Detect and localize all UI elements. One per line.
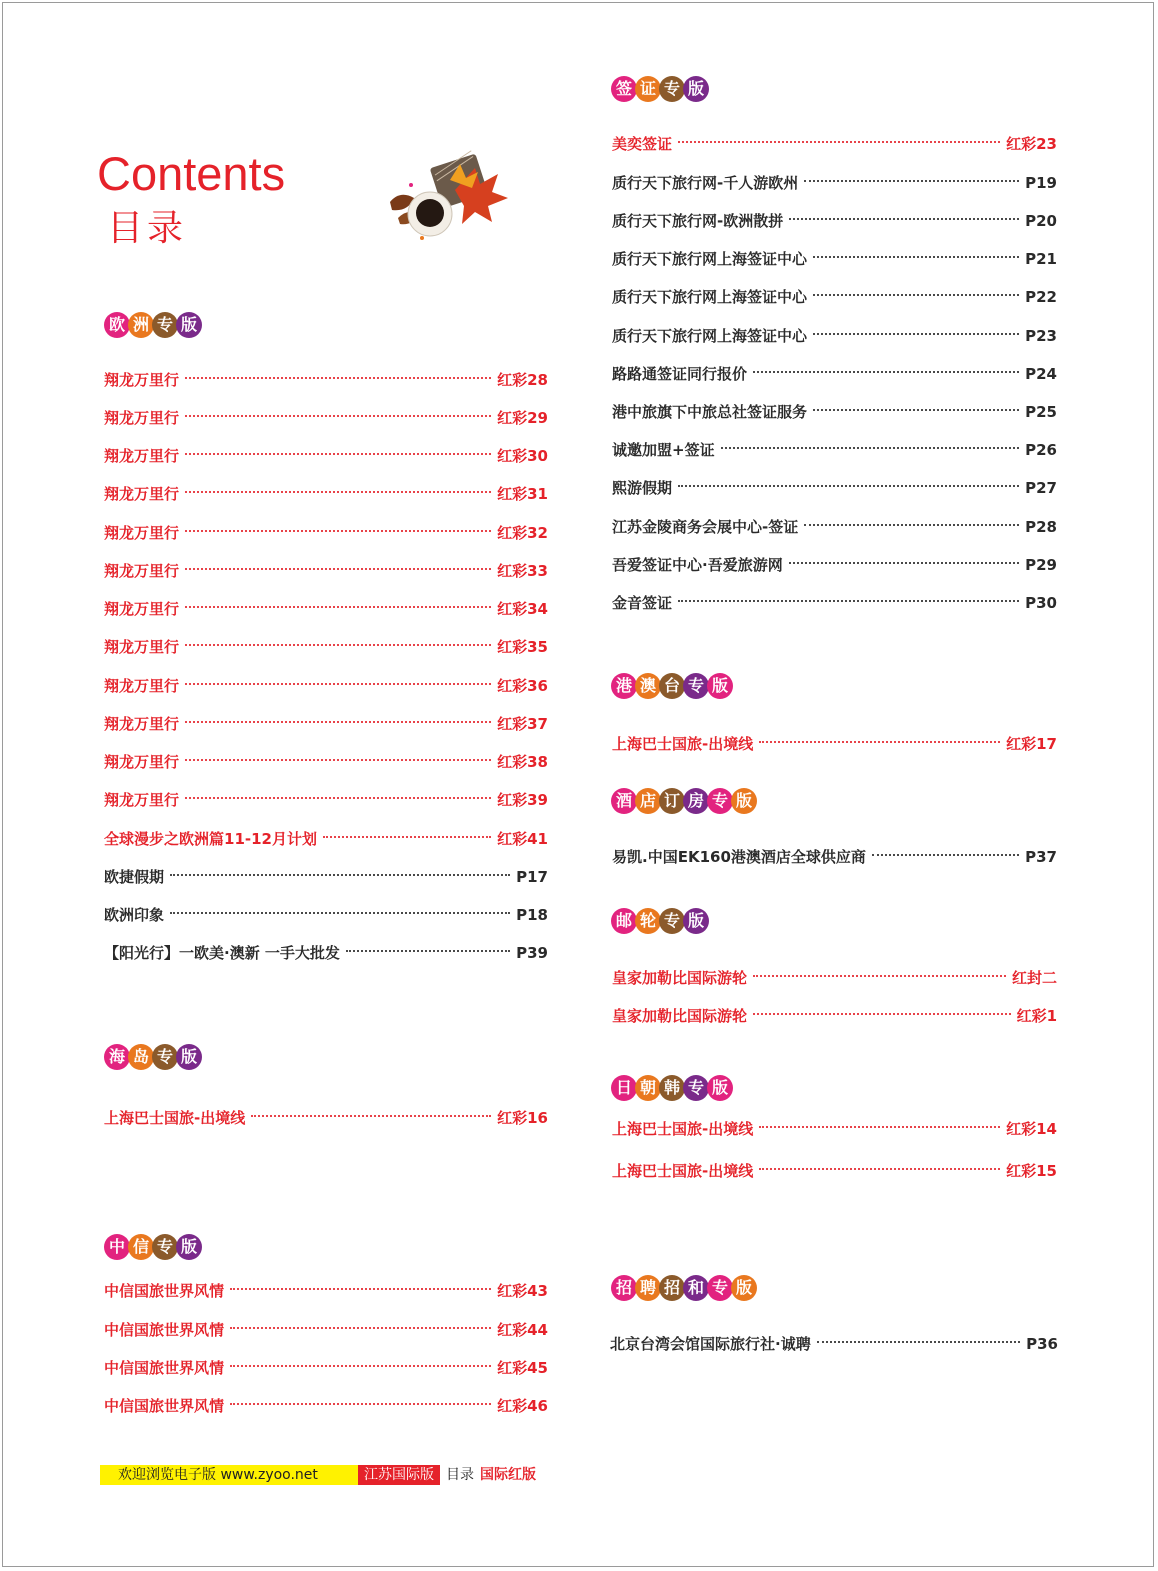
leader-dots: [813, 409, 1019, 411]
section-badge-char: 版: [176, 312, 202, 338]
toc-entry[interactable]: [104, 637, 548, 657]
section-badge-char: 和: [683, 1275, 709, 1301]
section-badge-char: 招: [611, 1275, 637, 1301]
leader-dots: [789, 562, 1019, 564]
section-badge-char: 日: [611, 1075, 637, 1101]
toc-entry-page: P37: [1025, 848, 1057, 866]
section-badge-char: 专: [707, 788, 733, 814]
section-header: [611, 1075, 731, 1101]
toc-entry[interactable]: [612, 555, 1057, 575]
section-badge-char: 韩: [659, 1075, 685, 1101]
toc-entry-title: 北京台湾会馆国际旅行社·诚聘: [610, 1335, 811, 1353]
toc-entry-page: 红彩14: [1006, 1120, 1057, 1138]
toc-entry-page: 红彩31: [497, 485, 548, 503]
toc-entry-page: P25: [1025, 403, 1057, 421]
toc-entry-title: 中信国旅世界风情: [104, 1359, 225, 1377]
toc-entry-title: 美奕签证: [612, 135, 673, 153]
toc-entry[interactable]: [612, 364, 1057, 384]
toc-entry-page: 红彩15: [1006, 1162, 1057, 1180]
section-badge-char: 欧: [104, 312, 130, 338]
section-badge-char: 版: [707, 1075, 733, 1101]
toc-entry-page: P22: [1025, 288, 1057, 306]
section-badge-char: 专: [659, 76, 685, 102]
toc-entry-title: 金音签证: [612, 594, 673, 612]
toc-entry[interactable]: [612, 173, 1057, 193]
section-badge-char: 专: [152, 1234, 178, 1260]
coffee-leaves-illustration: [380, 150, 515, 250]
leader-dots: [678, 485, 1019, 487]
toc-entry[interactable]: [612, 134, 1057, 154]
section-badge-char: 订: [659, 788, 685, 814]
section-badge-char: 专: [659, 908, 685, 934]
toc-entry-title: 吾爱签证中心·吾爱旅游网: [612, 556, 783, 574]
leader-dots: [185, 683, 491, 685]
leader-dots: [753, 975, 1006, 977]
toc-entry-page: 红封二: [1011, 969, 1057, 987]
toc-entry-title: 翔龙万里行: [104, 371, 180, 389]
section-badge-char: 版: [683, 76, 709, 102]
toc-entry[interactable]: [104, 867, 548, 887]
leader-dots: [251, 1115, 491, 1117]
toc-entry-page: 红彩38: [497, 753, 548, 771]
toc-entry-title: 欧洲印象: [104, 906, 165, 924]
leader-dots: [759, 741, 1000, 743]
leader-dots: [721, 447, 1020, 449]
toc-entry-page: P39: [516, 944, 548, 962]
toc-entry-page: P27: [1025, 479, 1057, 497]
section-badge-char: 岛: [128, 1044, 154, 1070]
section-badge-char: 版: [707, 673, 733, 699]
toc-entry[interactable]: [104, 523, 548, 543]
toc-entry-page: P18: [516, 906, 548, 924]
toc-entry-page: 红彩32: [497, 524, 548, 542]
leader-dots: [185, 797, 491, 799]
toc-entry-page: P24: [1025, 365, 1057, 383]
section-badge-char: 招: [659, 1275, 685, 1301]
toc-entry[interactable]: [612, 402, 1057, 422]
leader-dots: [185, 759, 491, 761]
toc-entry-title: 翔龙万里行: [104, 677, 180, 695]
toc-entry-title: 港中旅旗下中旅总社签证服务: [612, 403, 808, 421]
toc-entry[interactable]: [104, 484, 548, 504]
leader-dots: [813, 294, 1019, 296]
toc-entry-title: 路路通签证同行报价: [612, 365, 748, 383]
toc-entry-page: 红彩46: [497, 1397, 548, 1415]
toc-entry-page: P21: [1025, 250, 1057, 268]
footer-bar: [100, 1465, 536, 1485]
toc-entry-title: 上海巴士国旅-出境线: [612, 735, 754, 753]
leader-dots: [230, 1327, 491, 1329]
toc-entry-title: 翔龙万里行: [104, 409, 180, 427]
toc-entry[interactable]: [104, 1358, 548, 1378]
leader-dots: [185, 568, 491, 570]
toc-entry-title: 质行天下旅行网-欧洲散拼: [612, 212, 784, 230]
toc-entry-page: 红彩28: [497, 371, 548, 389]
section-badge-char: 中: [104, 1234, 130, 1260]
toc-entry-title: 皇家加勒比国际游轮: [612, 969, 748, 987]
toc-entry-title: 上海巴士国旅-出境线: [612, 1162, 754, 1180]
leader-dots: [678, 600, 1019, 602]
footer-promo: 欢迎浏览电子版 www.zyoo.net: [100, 1465, 358, 1485]
contents-title-cn: 目录: [107, 208, 188, 249]
toc-entry[interactable]: [104, 446, 548, 466]
toc-entry-title: 翔龙万里行: [104, 600, 180, 618]
leader-dots: [759, 1168, 1000, 1170]
toc-entry[interactable]: [104, 1108, 548, 1128]
toc-entry-title: 上海巴士国旅-出境线: [612, 1120, 754, 1138]
section-badge-char: 专: [152, 1044, 178, 1070]
toc-entry-title: 易凯.中国EK160港澳酒店全球供应商: [612, 848, 866, 866]
toc-entry-page: 红彩33: [497, 562, 548, 580]
section-badge-char: 专: [707, 1275, 733, 1301]
toc-entry[interactable]: [612, 249, 1057, 269]
section-badge-char: 店: [635, 788, 661, 814]
toc-entry-page: P30: [1025, 594, 1057, 612]
leader-dots: [185, 606, 491, 608]
toc-entry-title: 质行天下旅行网上海签证中心: [612, 327, 808, 345]
leader-dots: [813, 333, 1019, 335]
toc-entry-title: 翔龙万里行: [104, 791, 180, 809]
toc-entry-title: 质行天下旅行网上海签证中心: [612, 288, 808, 306]
toc-entry[interactable]: [612, 847, 1057, 867]
section-badge-char: 版: [176, 1234, 202, 1260]
toc-entry-page: P20: [1025, 212, 1057, 230]
toc-entry[interactable]: [104, 1320, 548, 1340]
footer-section: 目录: [446, 1467, 474, 1483]
section-badge-char: 邮: [611, 908, 637, 934]
toc-entry[interactable]: [104, 905, 548, 925]
toc-entry[interactable]: [612, 1006, 1057, 1026]
section-badge-char: 版: [731, 1275, 757, 1301]
footer-brand: 国际红版: [480, 1467, 536, 1483]
toc-entry[interactable]: [104, 790, 548, 810]
toc-entry-title: 翔龙万里行: [104, 753, 180, 771]
leader-dots: [230, 1288, 491, 1290]
leader-dots: [753, 1013, 1011, 1015]
section-badge-char: 专: [152, 312, 178, 338]
toc-entry-title: 皇家加勒比国际游轮: [612, 1007, 748, 1025]
toc-entry-title: 翔龙万里行: [104, 562, 180, 580]
section-header: [104, 1044, 200, 1070]
toc-entry-page: 红彩35: [497, 638, 548, 656]
toc-entry-title: 翔龙万里行: [104, 715, 180, 733]
footer-edition: 江苏国际版: [358, 1465, 440, 1485]
section-badge-char: 港: [611, 673, 637, 699]
section-badge-char: 海: [104, 1044, 130, 1070]
toc-entry-page: 红彩29: [497, 409, 548, 427]
toc-entry[interactable]: [610, 1334, 1058, 1354]
toc-entry-page: 红彩41: [497, 830, 548, 848]
toc-entry-page: P28: [1025, 518, 1057, 536]
leader-dots: [804, 524, 1019, 526]
toc-entry-title: 【阳光行】一欧美·澳新 一手大批发: [104, 944, 340, 962]
toc-entry-title: 上海巴士国旅-出境线: [104, 1109, 246, 1127]
toc-entry[interactable]: [104, 408, 548, 428]
toc-entry[interactable]: [612, 1161, 1057, 1181]
toc-entry[interactable]: [104, 943, 548, 963]
toc-entry[interactable]: [612, 1119, 1057, 1139]
toc-entry-page: 红彩1: [1016, 1007, 1057, 1025]
toc-entry-page: 红彩37: [497, 715, 548, 733]
toc-entry[interactable]: [104, 752, 548, 772]
toc-entry-title: 熙游假期: [612, 479, 673, 497]
section-badge-char: 朝: [635, 1075, 661, 1101]
section-badge-char: 聘: [635, 1275, 661, 1301]
toc-entry-page: 红彩44: [497, 1321, 548, 1339]
toc-entry-title: 诚邀加盟+签证: [612, 441, 715, 459]
section-badge-char: 洲: [128, 312, 154, 338]
section-badge-char: 酒: [611, 788, 637, 814]
leader-dots: [185, 530, 491, 532]
toc-entry-title: 翔龙万里行: [104, 447, 180, 465]
toc-entry-page: 红彩43: [497, 1282, 548, 1300]
section-badge-char: 签: [611, 76, 637, 102]
toc-entry-page: 红彩39: [497, 791, 548, 809]
section-header: [611, 908, 707, 934]
toc-entry-page: 红彩16: [497, 1109, 548, 1127]
toc-entry-page: P26: [1025, 441, 1057, 459]
section-badge-char: 版: [176, 1044, 202, 1070]
leader-dots: [185, 491, 491, 493]
toc-entry-title: 质行天下旅行网上海签证中心: [612, 250, 808, 268]
toc-entry[interactable]: [104, 1396, 548, 1416]
leader-dots: [346, 950, 510, 952]
leader-dots: [813, 256, 1019, 258]
toc-entry-page: P36: [1026, 1335, 1058, 1353]
toc-entry-title: 中信国旅世界风情: [104, 1397, 225, 1415]
toc-entry-page: 红彩36: [497, 677, 548, 695]
leader-dots: [678, 141, 1000, 143]
toc-entry-page: P23: [1025, 327, 1057, 345]
toc-entry-title: 翔龙万里行: [104, 485, 180, 503]
toc-entry-title: 质行天下旅行网-千人游欧州: [612, 174, 799, 192]
toc-entry[interactable]: [104, 676, 548, 696]
toc-entry[interactable]: [104, 599, 548, 619]
toc-entry-page: 红彩17: [1006, 735, 1057, 753]
contents-title: Contents: [97, 147, 286, 200]
toc-entry[interactable]: [612, 478, 1057, 498]
section-badge-char: 澳: [635, 673, 661, 699]
toc-entry[interactable]: [612, 287, 1057, 307]
toc-entry-page: P29: [1025, 556, 1057, 574]
section-header: [611, 788, 755, 814]
leader-dots: [185, 721, 491, 723]
leader-dots: [230, 1365, 491, 1367]
section-badge-char: 房: [683, 788, 709, 814]
toc-entry-page: 红彩34: [497, 600, 548, 618]
section-badge-char: 台: [659, 673, 685, 699]
toc-entry-page: 红彩23: [1006, 135, 1057, 153]
section-header: [611, 673, 731, 699]
section-header: [611, 76, 707, 102]
leader-dots: [789, 218, 1019, 220]
toc-entry-page: P19: [1025, 174, 1057, 192]
section-header: [104, 312, 200, 338]
leader-dots: [323, 836, 491, 838]
toc-entry-title: 翔龙万里行: [104, 638, 180, 656]
toc-entry[interactable]: [104, 370, 548, 390]
section-badge-char: 专: [683, 1075, 709, 1101]
section-badge-char: 版: [683, 908, 709, 934]
toc-entry[interactable]: [612, 593, 1057, 613]
section-badge-char: 轮: [635, 908, 661, 934]
leader-dots: [185, 377, 491, 379]
section-header: [104, 1234, 200, 1260]
toc-entry-page: 红彩30: [497, 447, 548, 465]
section-badge-char: 证: [635, 76, 661, 102]
toc-entry[interactable]: [104, 1281, 548, 1301]
toc-entry[interactable]: [612, 326, 1057, 346]
toc-entry-title: 中信国旅世界风情: [104, 1282, 225, 1300]
leader-dots: [185, 415, 491, 417]
toc-entry[interactable]: [104, 714, 548, 734]
leader-dots: [230, 1403, 491, 1405]
toc-entry-title: 全球漫步之欧洲篇11-12月计划: [104, 830, 317, 848]
leader-dots: [170, 874, 510, 876]
toc-entry[interactable]: [612, 517, 1057, 537]
toc-entry-page: P17: [516, 868, 548, 886]
leader-dots: [872, 854, 1019, 856]
toc-entry[interactable]: [612, 968, 1057, 988]
section-header: [611, 1275, 755, 1301]
toc-entry[interactable]: [612, 734, 1057, 754]
toc-entry-page: 红彩45: [497, 1359, 548, 1377]
leader-dots: [817, 1341, 1020, 1343]
toc-entry-title: 翔龙万里行: [104, 524, 180, 542]
leader-dots: [804, 180, 1019, 182]
section-badge-char: 版: [731, 788, 757, 814]
toc-entry[interactable]: [104, 829, 548, 849]
toc-entry-title: 欧捷假期: [104, 868, 165, 886]
leader-dots: [185, 644, 491, 646]
leader-dots: [753, 371, 1019, 373]
section-badge-char: 信: [128, 1234, 154, 1260]
toc-entry[interactable]: [612, 440, 1057, 460]
toc-entry-title: 江苏金陵商务会展中心-签证: [612, 518, 799, 536]
toc-entry[interactable]: [104, 561, 548, 581]
leader-dots: [185, 453, 491, 455]
leader-dots: [759, 1126, 1000, 1128]
section-badge-char: 专: [683, 673, 709, 699]
toc-entry-title: 中信国旅世界风情: [104, 1321, 225, 1339]
leader-dots: [170, 912, 510, 914]
toc-entry[interactable]: [612, 211, 1057, 231]
